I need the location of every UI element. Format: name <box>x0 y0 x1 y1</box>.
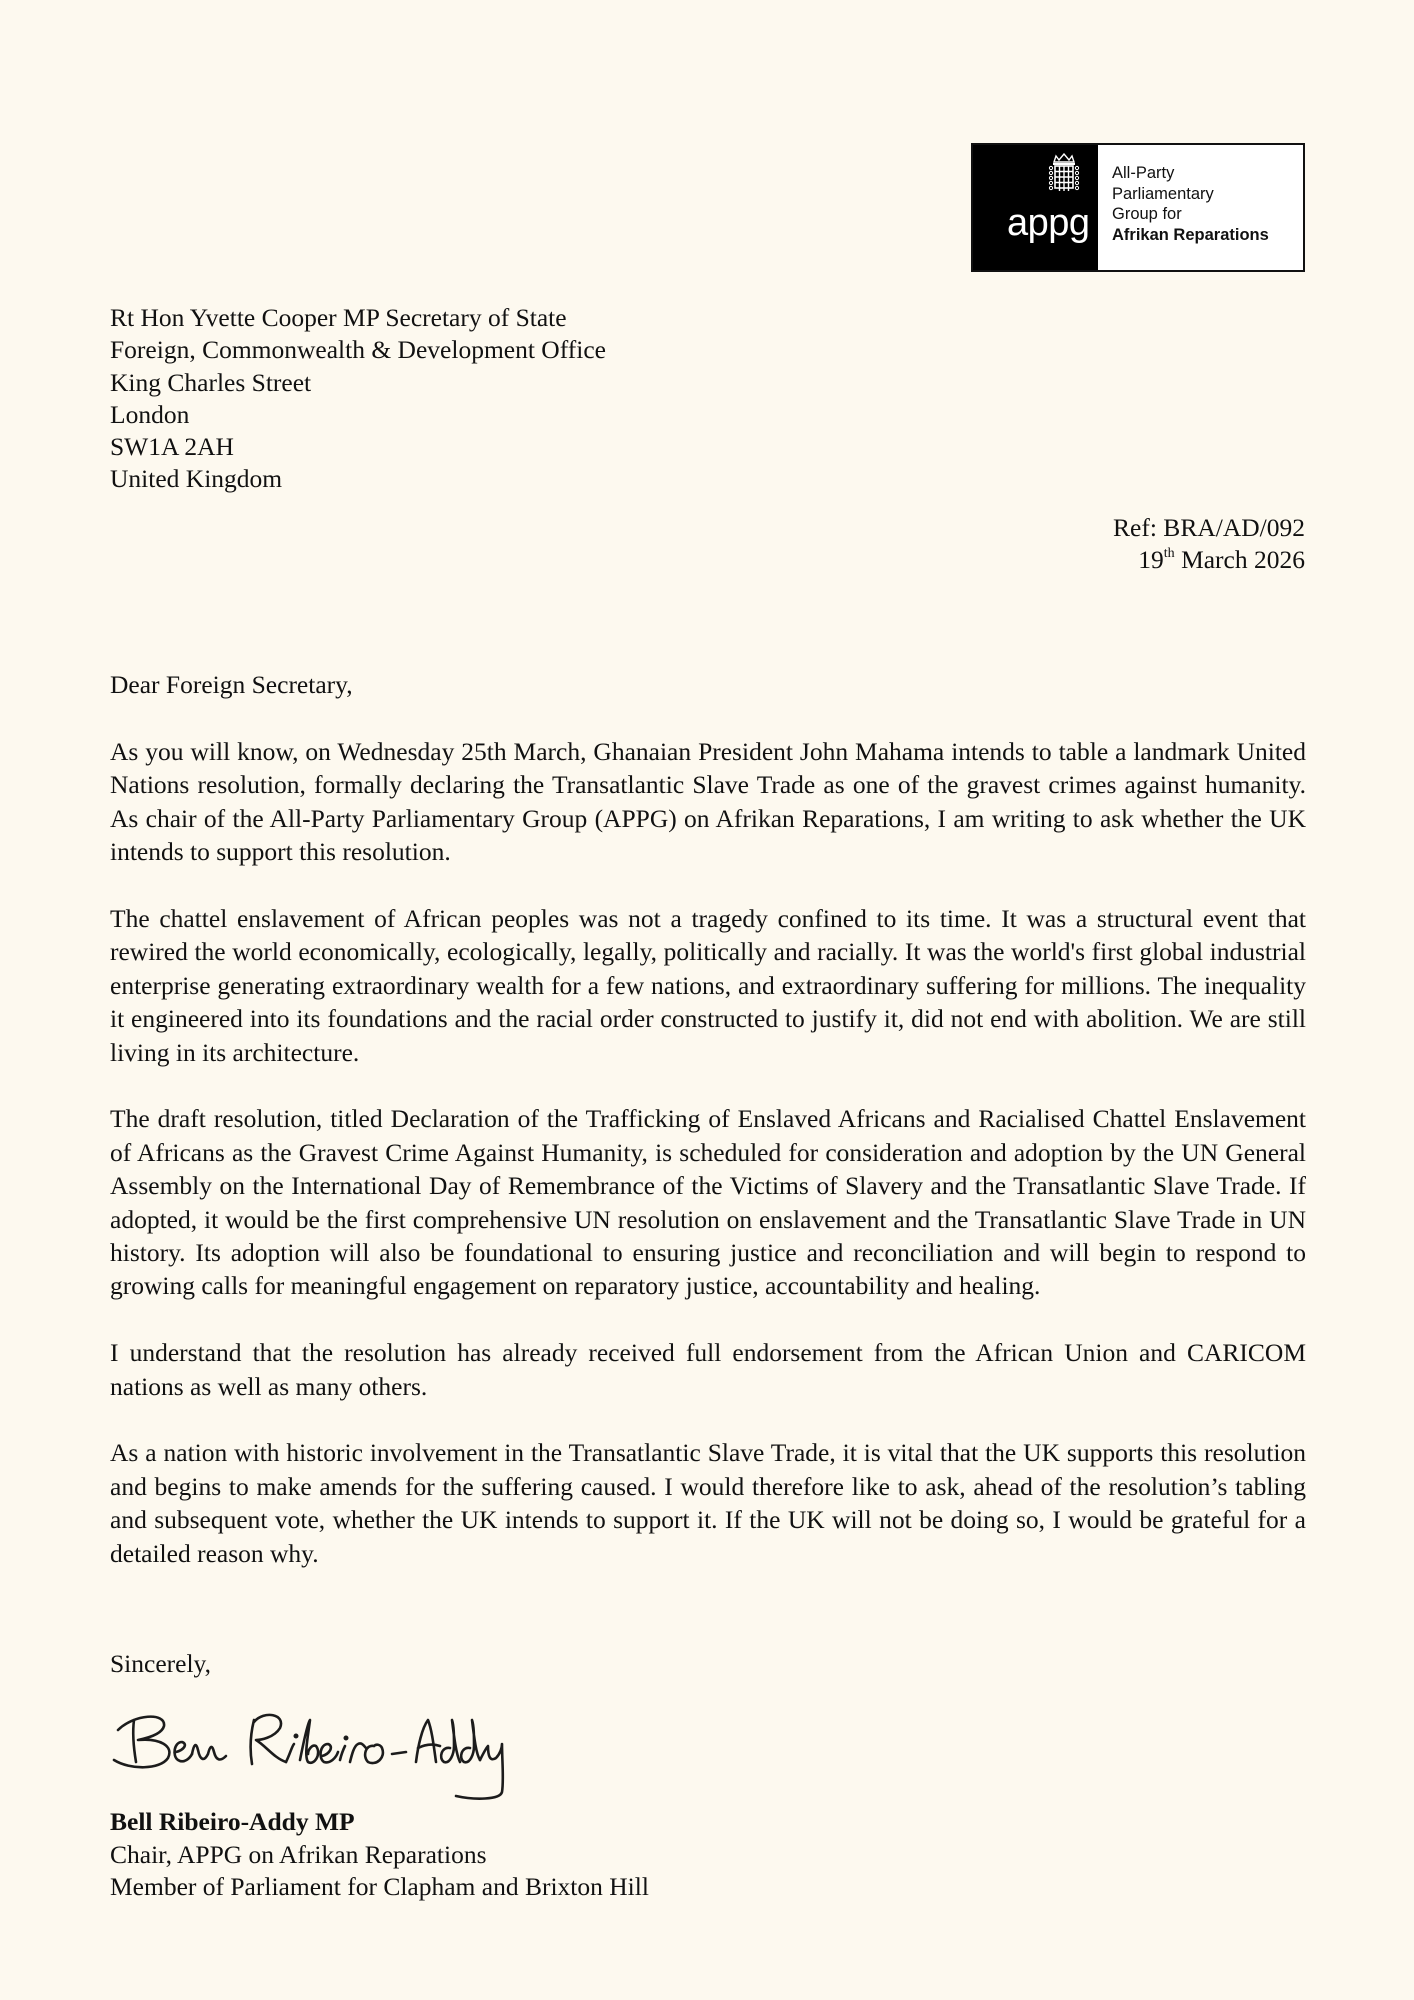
body-paragraph: As a nation with historic involvement in the Transatlantic Slave Trade, it is vital that the UK supports this resolution and begins to make amends for the suffering caused. I would therefore like to ask, ahead of the resolution’s tabling and subsequent vote, whether the UK intends to support it. If the UK will not be doing so, I would be grateful for a detailed reason why. <box>110 1438 1306 1568</box>
signatory-constituency: Member of Parliament for Clapham and Brixton Hill <box>110 1872 649 1901</box>
recipient-address <box>110 302 606 496</box>
body-paragraph: The chattel enslavement of African peoples was not a tragedy confined to its time. It was a structural event that rewired the world economically, ecologically, legally, politically and racially. It was the world's first global industrial enterprise generating extraordinary wealth for a few nations, and extraordinary suffering for millions. The inequality it engineered into its foundations and the racial order constructed to justify it, did not end with abolition. We are still living in its architecture. <box>110 904 1306 1067</box>
logo-line-bold: Afrikan Reparations <box>1112 225 1269 244</box>
date-suffix: th <box>1163 545 1175 561</box>
address-line: SW1A 2AH <box>110 432 234 462</box>
address-line: King Charles Street <box>110 367 312 397</box>
address-line: London <box>110 399 190 429</box>
reference-block <box>1113 512 1305 576</box>
logo-mark <box>973 145 1098 270</box>
reference-number: Ref: BRA/AD/092 <box>1113 513 1305 542</box>
signatory-block <box>110 1806 649 1904</box>
signatory-title: Chair, APPG on Afrikan Reparations <box>110 1839 487 1869</box>
logo-text <box>1098 145 1269 270</box>
logo-line: All-Party <box>1112 164 1175 182</box>
body-paragraph: As you will know, on Wednesday 25th March, Ghanaian President John Mahama intends to table a landmark United Nations resolution, formally declaring the Transatlantic Slave Trade as one of the gravest crimes against humanity. As chair of the All-Party Parliamentary Group (APPG) on Afrikan Reparations, I am writing to ask whether the UK intends to support this resolution. <box>110 737 1306 867</box>
closing: Sincerely, <box>110 1649 212 1678</box>
salutation: Dear Foreign Secretary, <box>110 670 353 699</box>
date-day: 19 <box>1138 545 1164 574</box>
address-line: Foreign, Commonwealth & Development Office <box>110 335 606 365</box>
address-line: Rt Hon Yvette Cooper MP Secretary of State <box>110 303 567 332</box>
letter-date <box>1113 544 1305 576</box>
date-month-year: March 2026 <box>1174 545 1305 574</box>
appg-logo <box>971 143 1305 272</box>
logo-appg-wordmark: appg <box>1007 202 1090 244</box>
logo-line: Group for <box>1112 205 1182 223</box>
signatory-name: Bell Ribeiro-Addy MP <box>110 1807 355 1836</box>
portcullis-icon <box>1046 153 1082 199</box>
logo-line: Parliamentary <box>1112 184 1214 203</box>
letter-body <box>110 735 1306 1603</box>
body-paragraph: I understand that the resolution has already received full endorsement from the African Union and CARICOM nations as well as many others. <box>110 1338 1306 1401</box>
handwritten-signature <box>104 1700 524 1810</box>
body-paragraph: The draft resolution, titled Declaration of the Trafficking of Enslaved Africans and Racialised Chattel Enslavement of Africans as the Gravest Crime Against Humanity, is scheduled for consideration and adoption by the UN General Assembly on the International Day of Remembrance of the Victims of Slavery and the Transatlantic Slave Trade. If adopted, it would be the first comprehensive UN resolution on enslavement and the Transatlantic Slave Trade in UN history. Its adoption will also be foundational to ensuring justice and reconciliation and will begin to respond to growing calls for meaningful engagement on reparatory justice, accountability and healing. <box>110 1104 1306 1301</box>
address-line: United Kingdom <box>110 464 283 494</box>
